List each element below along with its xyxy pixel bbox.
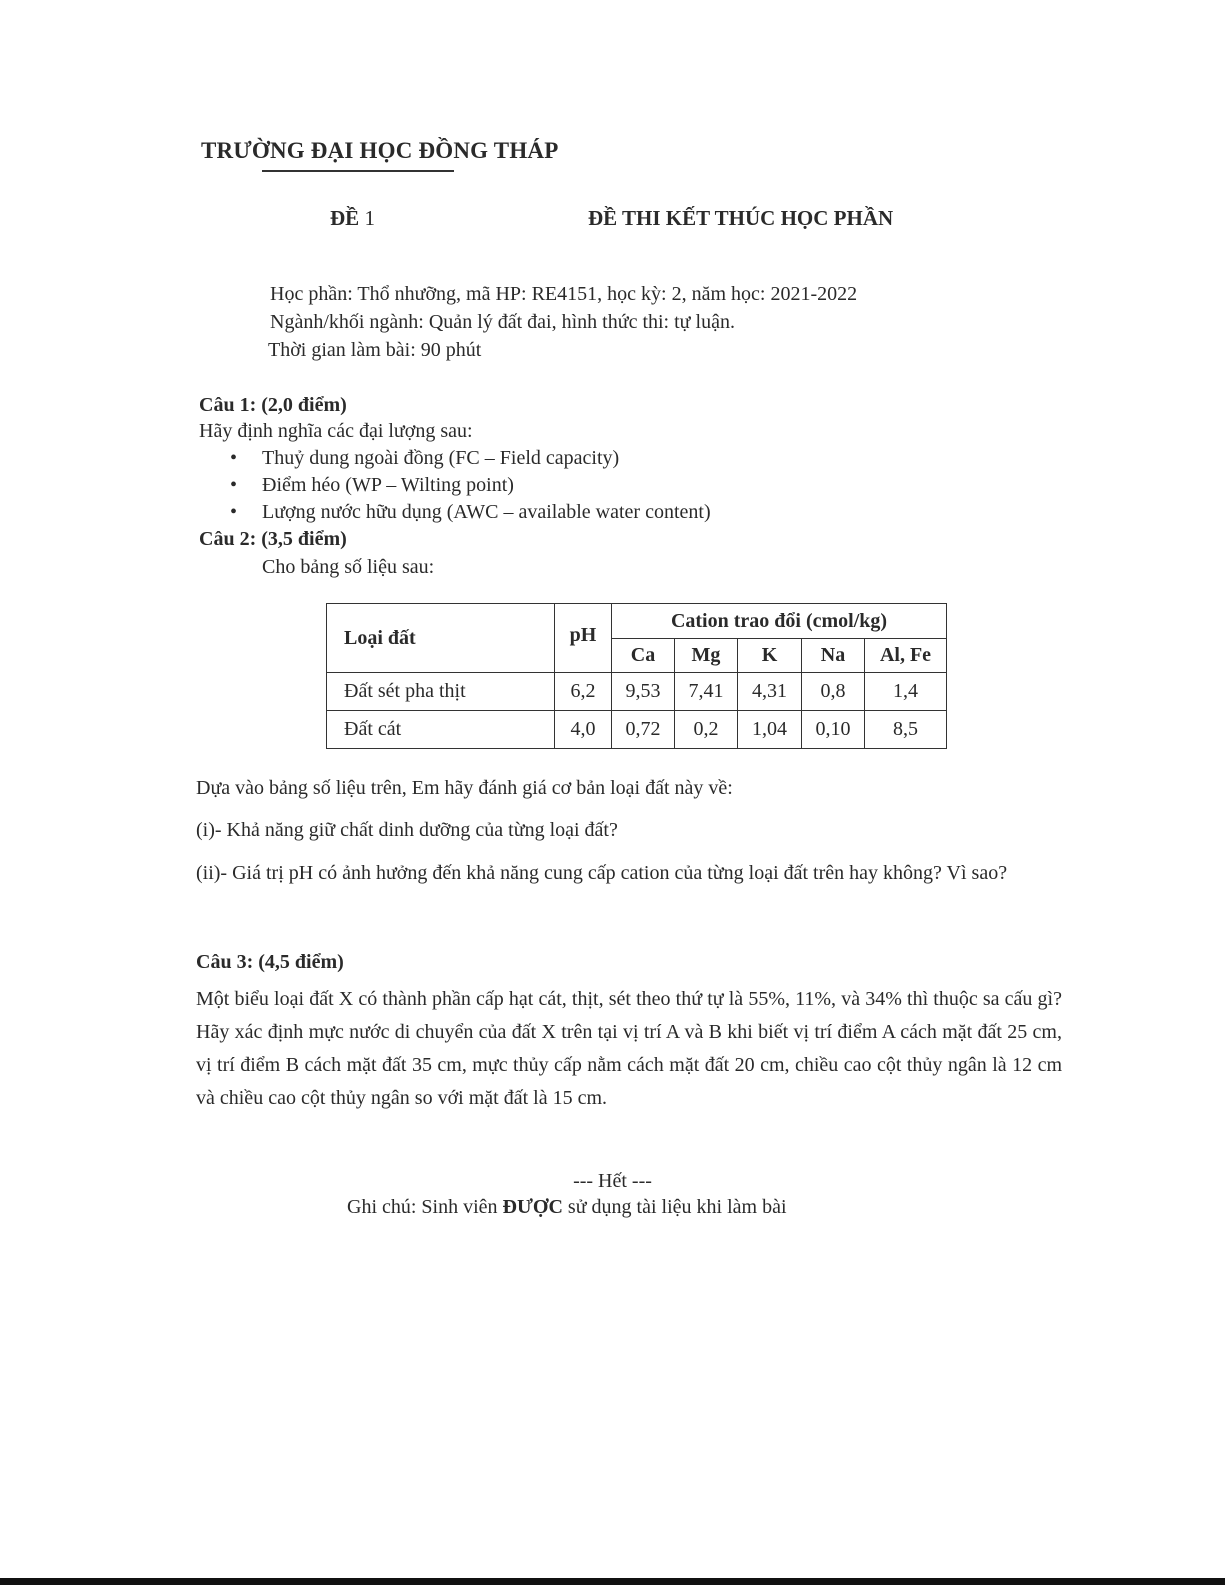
table-cell-value: 0,2 <box>675 711 738 749</box>
major-info-line: Ngành/khối ngành: Quản lý đất đai, hình thức thi: tự luận. <box>270 311 735 333</box>
question-3-title: Câu 3: (4,5 điểm) <box>196 951 344 973</box>
table-header-soil-type: Loại đất <box>327 604 555 673</box>
question-1-item: Điểm héo (WP – Wilting point) <box>262 474 514 496</box>
table-cell-value: 1,04 <box>738 711 802 749</box>
school-name: TRƯỜNG ĐẠI HỌC ĐỒNG THÁP <box>201 138 559 163</box>
exam-code <box>330 206 375 231</box>
question-3-text: Một biểu loại đất X có thành phần cấp hạt cát, thịt, sét theo thứ tự là 55%, 11%, và 34% thì thuộc sa cấu gì? Hãy xác định mực nước di chuyển của đất X trên tại vị trí A và B khi biết vị trí điểm A cách mặt đất 25 cm, vị trí điểm B cách mặt đất 35 cm, mực thủy cấp nằm cách mặt đất 20 cm, chiều cao cột thủy ngân là 12 cm và chiều cao cột thủy ngân so với mặt đất là 15 cm. <box>196 988 1062 1109</box>
bullet-icon: • <box>230 474 238 496</box>
question-1-item: Lượng nước hữu dụng (AWC – available water content) <box>262 501 711 523</box>
footer-note-suffix: sử dụng tài liệu khi làm bài <box>562 1196 787 1218</box>
table-header-cation: Ca <box>612 639 675 673</box>
table-cell-value: 9,53 <box>612 673 675 711</box>
exam-code-label: ĐỀ <box>330 206 360 230</box>
question-1-item: Thuỷ dung ngoài đồng (FC – Field capacity) <box>262 447 620 469</box>
table-row <box>327 711 947 749</box>
table-header-cation: K <box>738 639 802 673</box>
table-cell-value: 0,72 <box>612 711 675 749</box>
footer-note-emphasis: ĐƯỢC <box>502 1196 563 1218</box>
cation-exchange-table <box>326 603 947 749</box>
scan-bottom-border <box>0 1578 1225 1585</box>
table-header-cation: Na <box>802 639 865 673</box>
table-header-cation: Al, Fe <box>865 639 947 673</box>
table-cell-soil: Đất sét pha thịt <box>327 673 555 711</box>
question-2-intro: Cho bảng số liệu sau: <box>262 556 435 578</box>
table-cell-soil: Đất cát <box>327 711 555 749</box>
table-cell-value: 4,31 <box>738 673 802 711</box>
table-cell-value: 1,4 <box>865 673 947 711</box>
question-2-sub-i: (i)- Khả năng giữ chất dinh dưỡng của từng loại đất? <box>196 819 618 841</box>
table-cell-value: 7,41 <box>675 673 738 711</box>
table-cell-value: 0,8 <box>802 673 865 711</box>
duration-info-line: Thời gian làm bài: 90 phút <box>268 339 482 361</box>
end-marker: --- Hết --- <box>573 1170 652 1192</box>
bullet-icon: • <box>230 447 238 469</box>
question-1-intro: Hãy định nghĩa các đại lượng sau: <box>199 420 473 442</box>
question-1-title: Câu 1: (2,0 điểm) <box>199 394 347 416</box>
exam-code-number: 1 <box>364 206 375 230</box>
table-header-ph: pH <box>555 604 612 673</box>
table-header-cation-group: Cation trao đổi (cmol/kg) <box>612 604 947 639</box>
table-row <box>327 673 947 711</box>
question-2-title: Câu 2: (3,5 điểm) <box>199 528 347 550</box>
bullet-icon: • <box>230 501 238 523</box>
table-cell-value: 8,5 <box>865 711 947 749</box>
table-header-cation: Mg <box>675 639 738 673</box>
school-underline <box>262 170 454 172</box>
table-cell-value: 0,10 <box>802 711 865 749</box>
footer-note-prefix: Ghi chú: Sinh viên <box>347 1196 503 1218</box>
exam-title: ĐỀ THI KẾT THÚC HỌC PHẦN <box>588 206 894 230</box>
question-2-sub-ii: (ii)- Giá trị pH có ảnh hưởng đến khả năng cung cấp cation của từng loại đất trên hay không? Vì sao? <box>196 862 1008 884</box>
table-cell-ph: 6,2 <box>555 673 612 711</box>
footer-note <box>347 1196 787 1219</box>
course-info-line: Học phần: Thổ nhưỡng, mã HP: RE4151, học kỳ: 2, năm học: 2021-2022 <box>270 283 858 305</box>
table-cell-ph: 4,0 <box>555 711 612 749</box>
question-2-prompt: Dựa vào bảng số liệu trên, Em hãy đánh giá cơ bản loại đất này về: <box>196 777 733 799</box>
